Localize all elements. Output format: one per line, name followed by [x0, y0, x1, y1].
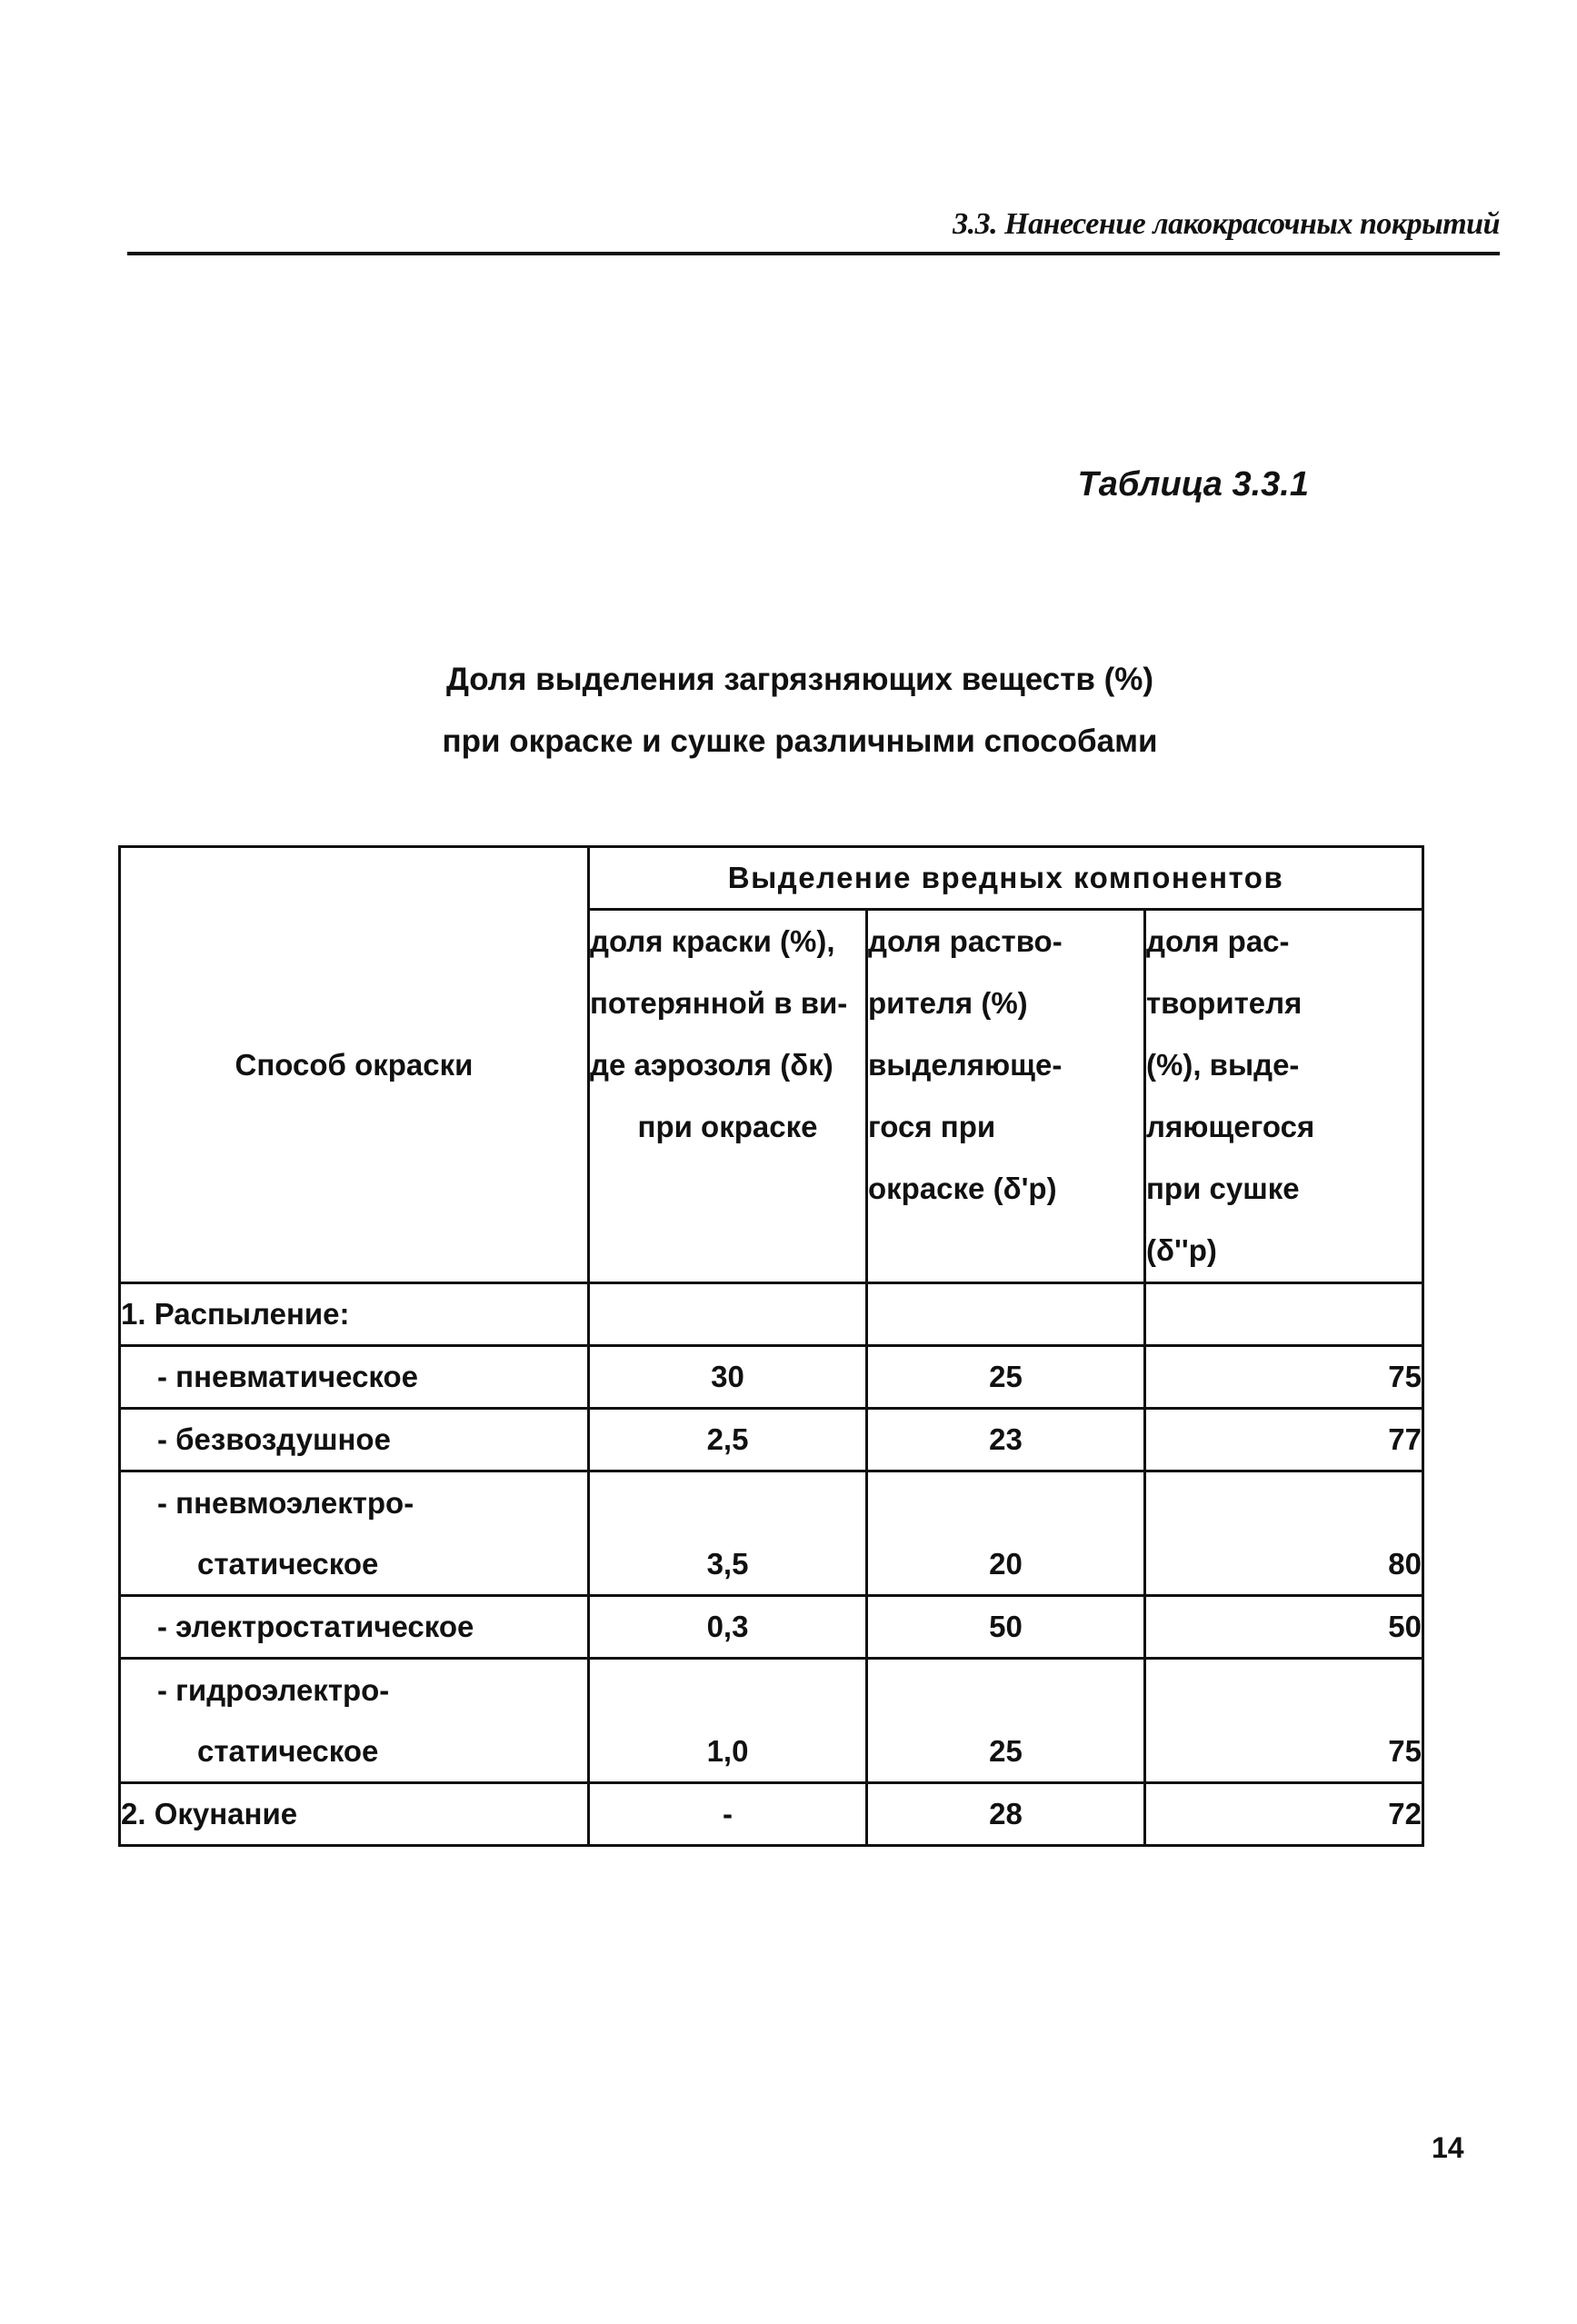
- table-caption: Таблица 3.3.1: [1077, 465, 1309, 504]
- row-label-text: статическое: [197, 1547, 379, 1581]
- value-cell: 50: [1145, 1596, 1423, 1659]
- row-label: [120, 1409, 589, 1471]
- row-label-text: - гидроэлектро-: [157, 1673, 390, 1707]
- value-cell: 30: [589, 1346, 867, 1409]
- sub-header-line: при сушке: [1146, 1172, 1300, 1205]
- value-cell: 1,0: [589, 1659, 867, 1783]
- table-title-line-2: при окраске и сушке различными способами: [442, 723, 1158, 759]
- table-row: [120, 1659, 1423, 1783]
- sub-header-line: при окраске: [637, 1110, 818, 1143]
- sub-header-line: (%), выде-: [1146, 1048, 1300, 1082]
- running-header: 3.3. Нанесение лакокрасочных покрытий: [953, 207, 1500, 241]
- value-cell: -: [589, 1783, 867, 1846]
- value-cell: 20: [867, 1471, 1145, 1596]
- value-cell: 23: [867, 1409, 1145, 1471]
- sub-header-line: де аэрозоля (δк): [590, 1048, 833, 1082]
- sub-header-line: выделяюще-: [868, 1048, 1063, 1082]
- paint-aerosol-share-header: [589, 910, 867, 1283]
- row-label-text: - пневмоэлектро-: [157, 1486, 414, 1520]
- value-cell: 3,5: [589, 1471, 867, 1596]
- row-label: 1. Распыление:: [120, 1283, 589, 1346]
- row-label-text: - безвоздушное: [157, 1422, 391, 1456]
- sub-header-line: гося при: [868, 1110, 996, 1143]
- sub-header-line: доля рас-: [1146, 924, 1290, 958]
- sub-header-line: (δ''р): [1146, 1233, 1217, 1267]
- harmful-components-header: Выделение вредных компонентов: [589, 847, 1423, 910]
- value-cell: [867, 1283, 1145, 1346]
- table-title-line-1: Доля выделения загрязняющих веществ (%): [445, 662, 1154, 697]
- value-cell: 72: [1145, 1783, 1423, 1846]
- table-row: [120, 1596, 1423, 1659]
- value-cell: 77: [1145, 1409, 1423, 1471]
- value-cell: 50: [867, 1596, 1145, 1659]
- row-label: [120, 1346, 589, 1409]
- table-row: [120, 1783, 1423, 1846]
- row-label-text: статическое: [197, 1734, 379, 1768]
- table-row: [120, 1283, 1423, 1346]
- row-label: [120, 1471, 589, 1596]
- value-cell: 25: [867, 1346, 1145, 1409]
- method-column-header: Способ окраски: [120, 847, 589, 1283]
- sub-header-line: потерянной в ви-: [590, 986, 848, 1020]
- sub-header-line: рителя (%): [868, 986, 1028, 1020]
- solvent-drying-share-header: [1145, 910, 1423, 1283]
- sub-header-line: доля краски (%),: [590, 924, 835, 958]
- row-label-text: - пневматическое: [157, 1360, 419, 1393]
- sub-header-line: окраске (δ'р): [868, 1172, 1057, 1205]
- emissions-table: [118, 845, 1424, 1847]
- value-cell: [1145, 1283, 1423, 1346]
- table-row: [120, 1409, 1423, 1471]
- value-cell: 2,5: [589, 1409, 867, 1471]
- row-label: [120, 1596, 589, 1659]
- sub-header-line: доля раство-: [868, 924, 1063, 958]
- table-row: [120, 1346, 1423, 1409]
- value-cell: 0,3: [589, 1596, 867, 1659]
- value-cell: 28: [867, 1783, 1145, 1846]
- value-cell: 25: [867, 1659, 1145, 1783]
- header-rule: [127, 252, 1500, 255]
- solvent-painting-share-header: [867, 910, 1145, 1283]
- value-cell: 75: [1145, 1659, 1423, 1783]
- row-label-text: - электростатическое: [157, 1610, 474, 1643]
- row-label: [120, 1659, 589, 1783]
- value-cell: 75: [1145, 1346, 1423, 1409]
- row-label: 2. Окунание: [120, 1783, 589, 1846]
- page-number: 14: [1432, 2131, 1464, 2164]
- table-row: [120, 1471, 1423, 1596]
- value-cell: 80: [1145, 1471, 1423, 1596]
- sub-header-line: ляющегося: [1146, 1110, 1315, 1143]
- sub-header-line: творителя: [1146, 986, 1303, 1020]
- value-cell: [589, 1283, 867, 1346]
